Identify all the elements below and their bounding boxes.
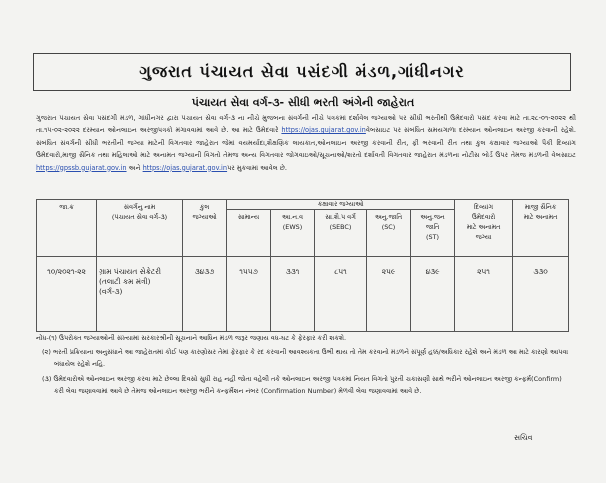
header-exsm-line1: માજી સૈનિક (524, 203, 557, 211)
header-exsm-line2: માટે અનામત (523, 213, 558, 221)
ojas-link-2[interactable]: https://ojas.gujarat.gov.in (142, 163, 228, 172)
cell-cadre-line2: (તલાટી કમ મંત્રી) (99, 277, 151, 286)
subheader-st-l3: (ST) (426, 233, 439, 241)
page-title: ગુજરાત પંચાયત સેવા પસંદગી મંડળ,ગાંધીનગર (33, 53, 571, 91)
cell-divyang: ૨૫૧ (455, 257, 513, 332)
header-divyang-line1: દિવ્યાંગ (474, 203, 493, 211)
header-category: કક્ષાવાર જગ્યાઓ (227, 200, 455, 210)
subheader-sebc-l2: (SEBC) (329, 223, 352, 231)
subheader-st-l1: અનુ.જન (420, 213, 445, 221)
vacancy-table (36, 199, 569, 332)
cell-no: ૧૦/૨૦૨૧-૨૨ (37, 257, 97, 332)
header-total (183, 200, 227, 257)
signature-secretary: સચિવ (514, 433, 533, 442)
intro-text-1: ગુજરાત પંચાયત સેવા પસંદગી મંડળ, ગાંધીનગર દ્વારા પંચાયત સેવા વર્ગ-૩ ના નીચે મુજબના સંવર્ગની નીચે પત્રકમાં દર્શાવેલ જગ્યાઓ પર સીધી ભરતીથી ઉમેદવારો પસંદ કરવા માટે તા.૨૮-૦૧-૨૦૨૨ થી તા.૧૫-૦૨-૨૦૨૨ દરમ્યાન ઓનલાઇન અરજીપત્રકો મંગાવવામાં આવે છે. આ માટે ઉમેદવારે (36, 114, 576, 135)
header-cadre-line1: સંવર્ગનુ નામ (123, 203, 156, 211)
subheader-sc (367, 210, 411, 257)
note-3: (૩) ઉમેદવારોએ ઓનલાઇન અરજી કરવા માટે છેલ્લા દિવસો સુધી રાહ નહી જોતા વહેલી તકે ઓનલાઇન અરજી પત્રકમાં નિયત વિગતો પુરતી ચકાસણી સાથે ભરીને ઓનલાઇન અરજી કન્ફર્મ(Confirm) કરી લેવા જણાવવામાં આવે છે તેમજ ઓનલાઇન અરજી ભરીને કન્ફર્મેશન નંબર (Confirmation Number) મેળવી લેવા જણાવવામાં આવે છે. (42, 374, 562, 395)
header-total-line2: જગ્યાઓ (192, 213, 217, 221)
cell-sebc: ૮૫૧ (315, 257, 367, 332)
page-subtitle: પંચાયત સેવા વર્ગ-૩- સીધી ભરતી અંગેની જાહેરાત (191, 96, 415, 109)
header-divyang-line3: માટે અનામત (466, 223, 501, 231)
cell-cadre (97, 257, 183, 332)
intro-text-4: પર મુકવામાં આવેલ છે. (227, 163, 288, 172)
intro-paragraph (36, 112, 576, 174)
cell-sc: ૨૫૯ (367, 257, 411, 332)
subheader-sebc-l1: સા.શૈ.પ વર્ગ (325, 213, 356, 221)
ojas-link[interactable]: https://ojas.gujarat.gov.in (281, 126, 366, 135)
gpssb-link[interactable]: https://gpssb.gujarat.gov.in (36, 163, 127, 172)
header-divyang-line4: જગ્યા (475, 233, 492, 241)
header-divyang-line2: ઉમેદવારો (471, 213, 496, 221)
subheader-sc-l1: અનુ.જાતિ (374, 213, 403, 221)
note-2: (૨) ભરતી પ્રક્રિયાના અનુસંધાને આ જાહેરાતમાં કોઈ પણ કારણોસર તેમાં ફેરફાર કે રદ કરવાની આવશ્યકતા ઉભી થાય તો તેમ કરવાનો મંડળને સંપૂર્ણ હક્ક/અધિકાર રહેશે અને મંડળ આ માટે કારણો આપવા બંધાયેલ રહેશે નહિ. (42, 348, 569, 369)
note-1: નોંધ-(૧) ઉપરોક્ત જગ્યાઓની સંખ્યામાં સરકારશ્રીની સૂચનાને આધિન મંડળ જરૂર જણાય વધ-ઘટ કે ફેરફાર કરી શકશે. (36, 334, 347, 342)
cell-general: ૧૫૫૭ (227, 257, 271, 332)
subheader-sebc (315, 210, 367, 257)
header-no: જા.ક્ર (37, 200, 97, 257)
cell-cadre-line3: (વર્ગ-૩) (99, 287, 123, 296)
table-row (37, 257, 569, 332)
notes-section (36, 332, 572, 399)
subheader-st-l2: જાતિ (425, 223, 440, 231)
subheader-sc-l2: (SC) (381, 223, 396, 231)
subheader-ews-l2: (EWS) (282, 223, 303, 231)
header-ex-servicemen (513, 200, 569, 257)
cell-cadre-line1: ગ્રામ પંચાયત સેક્રેટરી (99, 267, 162, 276)
header-cadre (97, 200, 183, 257)
cell-st: ૪૩૯ (411, 257, 455, 332)
cell-total: ૩૪૩૭ (183, 257, 227, 332)
subheader-st (411, 210, 455, 257)
intro-text-2: વેબસાઇટ પર સંબંધિત સમયગાળા દરમ્યાન ઓનલાઇન અરજી કરવાની રહેશે. સંબંધિત સંવર્ગની સીધી ભરતીની જગ્યા માટેની વિગતવાર જાહેરાત જેમાં વયમર્યાદા,શૈક્ષણિક લાયકાત,ઓનલાઇન અરજી કરવાની રીત, ફી ભરવાની રીત તથા કુલ કક્ષાવાર જગ્યાઓ પૈકી દિવ્યાંગ ઉમેદવારો,માજી સૈનિક તથા મહિલાઓ માટે અનામત જગ્યાની વિગતો તેમજ અન્ય વિગતવાર જોગવાઇઓ/સૂચનાઓ/શરતો દર્શાવતી વિગતવાર જાહેરાત મંડળના નોટીસ બોર્ડ ઉપર તેમજ મંડળની વેબસાઇટ (36, 126, 576, 160)
header-divyang (455, 200, 513, 257)
subheader-general (227, 210, 271, 257)
subheader-general-l1: સામાન્ય (237, 213, 260, 221)
cell-ews: ૩૩૧ (271, 257, 315, 332)
intro-text-3: અને (126, 163, 143, 172)
cell-ex-servicemen: ૩૩૦ (513, 257, 569, 332)
subheader-ews-l1: આ.ન.વ (282, 213, 303, 221)
subheader-ews (271, 210, 315, 257)
header-total-line1: કુલ (199, 203, 210, 211)
header-cadre-line2: (પંચાયત સેવા વર્ગ-૩) (111, 213, 168, 221)
